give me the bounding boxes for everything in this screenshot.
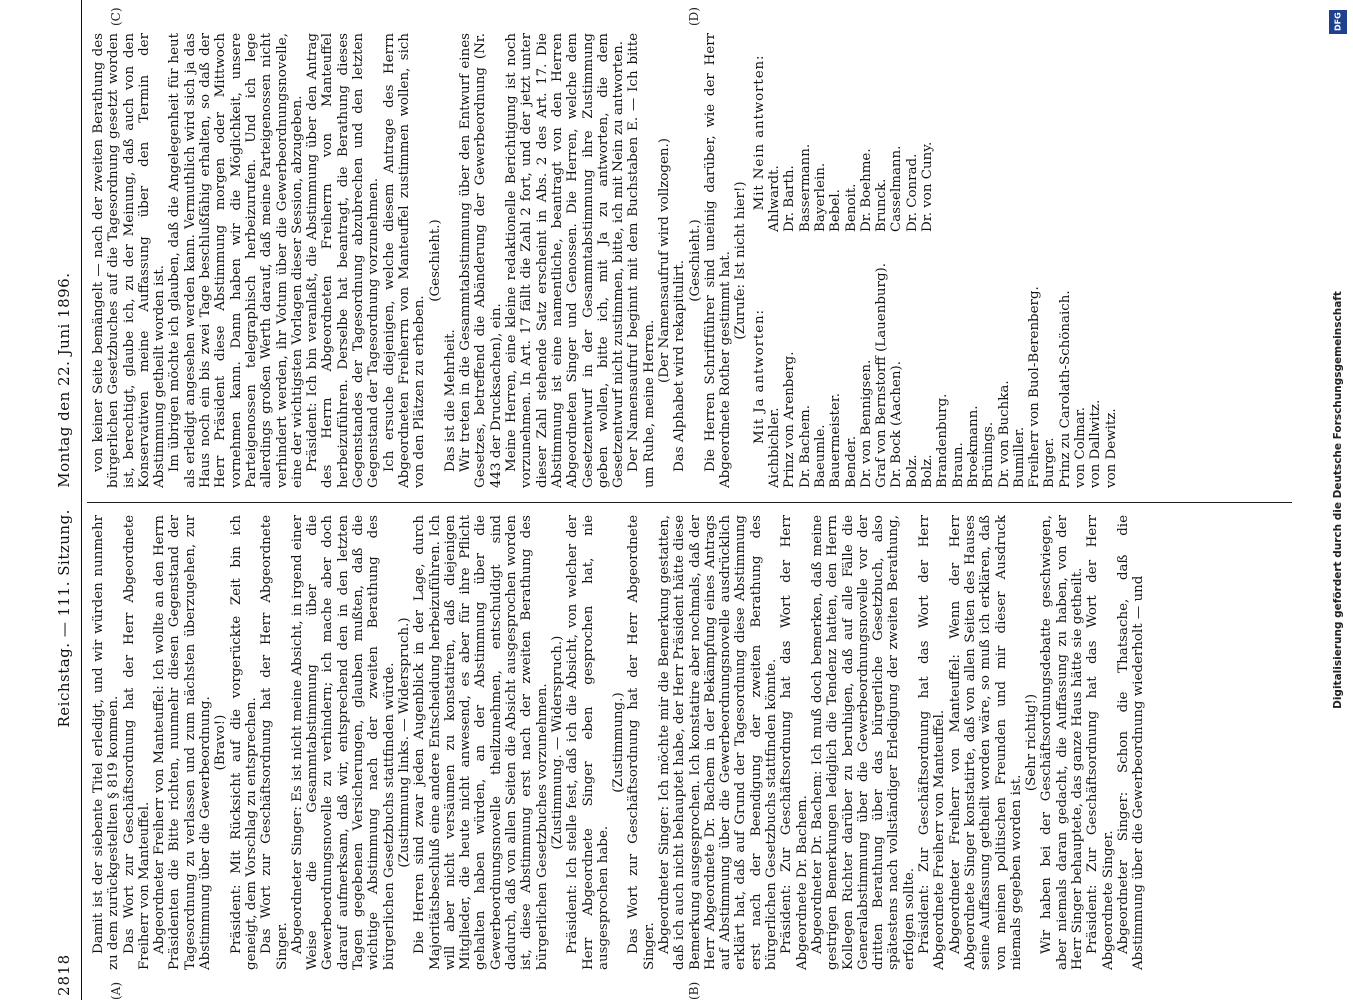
- voter-name: von Colmar.: [1072, 407, 1088, 488]
- paragraph: Die Herren Schriftführer sind uneinig darüber, wie der Herr Abgeordnete Rother gestimmt hat.: [702, 33, 733, 488]
- digitization-stamp: [1327, 10, 1349, 990]
- voter-name: von Dewitz.: [1103, 408, 1119, 488]
- no-vote-heading: Mit Nein antworten:: [751, 54, 767, 211]
- voter-name: Bumiller.: [1011, 426, 1027, 488]
- paragraph: Wir haben bei der Geschäftsordnungsdebatte geschwiegen, aber niemals daran gedacht, die Auffassung zu haben, von der Herr Singer behauptete, das ganze Haus hätte sie getheilt.: [1038, 515, 1085, 970]
- paragraph: Abgeordneter Dr. Bachem: Ich muß doch bemerken, daß meine gestrigen Bemerkungen lediglich die Tendenz hatten, den Herrn Kollegen Richter darüber zu beruhigen, daß auf alle Fälle die Generalabstimmung über die Gewerbeordnungsnovelle vor der dritten Berathung über das bürgerliche Gesetzbuch, also spätestens nach vollständiger Erledigung der zweiten Berathung, erfolgen sollte.: [809, 515, 917, 970]
- page-number: 2818: [54, 953, 73, 996]
- interjection: (Zustimmung links. — Widerspruch.): [396, 617, 412, 868]
- voter-name: Prinz zu Carolath-Schönaich.: [1057, 290, 1073, 488]
- margin-marker-a: (A): [108, 981, 123, 1000]
- paragraph: Das Alphabet wird rekapitulirt.: [671, 260, 687, 472]
- right-running-title: Montag den 22. Juni 1896.: [54, 272, 73, 488]
- paragraph: Meine Herren, eine kleine redaktionelle Berichtigung ist noch vorzunehmen. In Art. 17 fällt die Zahl 2 fort, und der jetzt unter dieser Zahl stehende Satz erscheint in Abs. 2 des Art. 17. Die Abstimmung ist eine namentliche, beantragt von den Herren Abgeordneten Singer und Genossen. Die Herren, welche dem Gesetzentwurf in der Gesammtabstimmung ihre Zustimmung geben wollen, bitte ich, mit Ja zu antworten, die dem Gesetzentwurf nicht zustimmen, bitte, ich mit Nein zu antworten.: [503, 33, 626, 488]
- margin-marker-b: (B): [686, 981, 701, 1000]
- column-divider: [87, 502, 1292, 503]
- interjection: (Sehr richtig!): [1023, 693, 1039, 792]
- paragraph: Wir treten in die Gesammtabstimmung über den Entwurf eines Gesetzes, betreffend die Abänderung der Gewerbeordnung (Nr. 443 der Drucksachen), ein.: [457, 33, 504, 488]
- yes-vote-list: [748, 265, 1118, 488]
- interjection: (Der Namensaufruf wird vollzogen.): [656, 137, 672, 384]
- paragraph: Abgeordneter Singer: Schon die Thatsache, daß die Abstimmung über die Gewerbeordnung wiederholt — und: [1115, 515, 1146, 970]
- voter-name: Dr. Boehme.: [858, 148, 874, 232]
- voter-name: Bauermeister.: [827, 392, 843, 488]
- paragraph: Ich ersuche diejenigen, welche diesem Antrage des Herrn Abgeordneten Freiherrn von Manteuffel zustimmen wollen, sich von den Plätzen zu erheben.: [381, 33, 427, 488]
- paragraph: Abgeordneter Freiherr von Manteuffel: Ich wollte an den Herrn Präsidenten die Bitte richten, nunmehr diesen Gegenstand der Tagesordnung zu verlassen und zum nächsten überzugehen, zur Abstimmung über die Gewerbeordnung.: [151, 515, 213, 970]
- paragraph: Abgeordneter Singer: Es ist nicht meine Absicht, in irgend einer Weise die Gesammtabstimmung über die Gewerbeordnungsnovelle zu verhindern; ich mache aber doch darauf aufmerksam, daß wir, entsprechend den in den letzten Tagen gegebenen Versicherungen, glauben mußten, daß die wichtige Abstimmung nach der zweiten Berathung des bürgerlichen Gesetzbuchs stattfinden würde.: [289, 515, 397, 970]
- voter-name: Dr. Bachem.: [797, 404, 813, 488]
- voter-name: Braun.: [950, 442, 966, 488]
- voter-name: Graf von Bernstorff (Lauenburg).: [873, 263, 889, 488]
- paragraph: Das ist die Mehrheit.: [442, 329, 458, 472]
- paragraph: Abgeordneter Freiherr von Manteuffel: Wenn der Herr Abgeordnete Singer konstatirte, daß von allen Seiten des Hauses seine Auffassung getheilt worden wäre, so muß ich erklären, daß von meinen politischen Freunden und mir dieser Ausdruck niemals gegeben worden ist.: [947, 515, 1024, 970]
- paragraph: Präsident: Ich bin veranlaßt, die Abstimmung über den Antrag des Herrn Abgeordneten Freiherrn von Manteuffel herbeizuführen. Derselbe hat beantragt, die Berathung dieses Gegenstandes der Tagesordnung abzubrechen und den letzten Gegenstand der Tagesordnung vorzunehmen.: [304, 33, 381, 488]
- voter-name: Freiherr von Buol-Berenberg.: [1026, 286, 1042, 488]
- voter-name: Bolz.: [919, 454, 935, 488]
- voter-name: Dr. von Cuny.: [919, 141, 935, 232]
- paragraph: Präsident: Zur Geschäftsordnung hat das Wort der Herr Abgeordnete Singer.: [1084, 515, 1116, 970]
- voter-name: Burger.: [1041, 437, 1057, 488]
- voter-name: Dr. Bock (Aachen).: [888, 361, 904, 488]
- paragraph: Der Namensaufruf beginnt mit dem Buchstaben E. — Ich bitte um Ruhe, meine Herren.: [625, 33, 657, 488]
- voter-name: Aichbichler.: [766, 407, 782, 488]
- interjection: (Geschieht.): [687, 219, 703, 302]
- page-header: [47, 0, 82, 1000]
- margin-marker-d: (D): [686, 7, 701, 26]
- vote-lists: [748, 33, 1118, 488]
- voter-name: Baeumle.: [812, 424, 828, 488]
- voter-name: Dr. Conrad.: [904, 153, 920, 232]
- paragraph: Präsident: Mit Rücksicht auf die vorgerückte Zeit bin ich geneigt, dem Vorschlag zu entsprechen.: [228, 515, 259, 970]
- paragraph: Abgeordneter Singer: Ich möchte mir die Bemerkung gestatten, daß ich auch nicht behauptet habe, der Herr Präsident hätte diese Bemerkung ausgesprochen. Ich konstatire aber nochmals, daß der Herr Abgeordnete Dr. Bachem in der Bekämpfung eines Antrags auf Abstimmung über die Gewerbeordnungsnovelle ausdrücklich erklärt hat, daß auf Grund der Tagesordnung diese Abstimmung erst nach der Beendigung der zweiten Berathung des bürgerlichen Gesetzbuchs stattfinden könnte.: [656, 515, 779, 970]
- paragraph: Im übrigen möchte ich glauben, daß die Angelegenheit für heut als erledigt angesehen werden kann. Vermuthlich wird sich ja das Haus noch ein bis zwei Tage beschlußfähig erhalten, so daß der Herr Präsident diese Abstimmung morgen oder Mittwoch vornehmen kann. Dann haben wir die Möglichkeit, unsere Parteigenossen telegraphisch herbeizurufen. Und ich lege allerdings großen Werth darauf, daß meine Parteigenossen nicht verhindert werden, ihr Votum über die Gewerbeordnungsnovelle, eine der wichtigsten Vorlagen dieser Session, abzugeben.: [166, 33, 305, 488]
- paragraph: Präsident: Zur Geschäftsordnung hat das Wort der Herr Abgeordnete Freiherr von Manteuffel.: [916, 515, 947, 970]
- paragraph: Die Herren sind zwar jeden Augenblick in der Lage, durch Majoritätsbeschluß eine andere Entscheidung herbeizuführen. Ich will aber nicht versäumen zu konstatiren, daß diejenigen Mitglieder, die heute nicht anwesend, es aber für ihre Pflicht gehalten haben würden, an der Abstimmung über die Gewerbeordnungsnovelle theilzunehmen, entschuldigt sind dadurch, daß von allen Seiten die Absicht ausgesprochen worden ist, diese Abstimmung erst nach der zweiten Berathung des bürgerlichen Gesetzbuches vorzunehmen.: [411, 515, 550, 970]
- paragraph: Damit ist der siebente Titel erledigt, und wir würden nunmehr zu dem zurückgestellten § 819 kommen.: [90, 515, 121, 970]
- interjection: (Zustimmung. — Widerspruch.): [549, 635, 565, 850]
- left-column: [91, 515, 1291, 970]
- yes-vote-heading: Mit Ja antworten:: [751, 309, 767, 444]
- paragraph: Das Wort zur Geschäftsordnung hat der Herr Abgeordnete Freiherr von Manteuffel.: [121, 515, 152, 970]
- voter-name: Bebel.: [827, 189, 843, 232]
- right-column: [91, 33, 1291, 488]
- voter-name: Dr. Barth.: [781, 165, 797, 232]
- voter-name: Ahlwardt.: [766, 165, 782, 232]
- voter-name: Dr. von Buchka.: [996, 380, 1012, 488]
- paragraph: Präsident: Zur Geschäftsordnung hat das Wort der Herr Abgeordnete Dr. Bachem.: [778, 515, 810, 970]
- voter-name: Bolz.: [904, 454, 920, 488]
- voter-name: Casselmann.: [888, 145, 904, 232]
- interjection: (Zustimmung.): [610, 692, 626, 793]
- voter-name: Bender.: [843, 435, 859, 488]
- voter-name: Benoit.: [843, 183, 859, 232]
- no-vote-list: [748, 33, 1118, 256]
- voter-name: Brunck.: [873, 178, 889, 232]
- paragraph: von keiner Seite bemängelt — nach der zweiten Berathung des bürgerlichen Gesetzbuches auf die Tagesordnung gesetzt worden ist, berechtigt, glaube ich, zu der Meinung, daß auch von den Konservativen meine Auffassung über den Termin der Abstimmung getheilt worden ist.: [90, 33, 167, 488]
- voter-name: Prinz von Arenberg.: [781, 351, 797, 488]
- paragraph: Präsident: Ich stelle fest, daß ich die Absicht, von welcher der Herr Abgeordnete Singer eben gesprochen hat, nie ausgesprochen habe.: [564, 515, 611, 970]
- voter-name: Brünings.: [980, 421, 996, 488]
- paragraph: Das Wort zur Geschäftsordnung hat der Herr Abgeordnete Singer.: [258, 515, 290, 970]
- paragraph: Das Wort zur Geschäftsordnung hat der Herr Abgeordnete Singer.: [625, 515, 657, 970]
- voter-name: Bassermann.: [797, 143, 813, 232]
- voter-name: Broekmann.: [965, 405, 981, 488]
- newspaper-page: [47, 0, 1307, 1000]
- left-running-title: Reichstag. — 111. Sitzung.: [54, 509, 73, 728]
- interjection: (Geschieht.): [427, 219, 443, 302]
- interjection: (Bravo!): [212, 714, 228, 771]
- running-head: [55, 0, 73, 1000]
- voter-name: Bayerlein.: [812, 162, 828, 232]
- digitization-note: Digitalisierung gefördert durch die Deutsche Forschungsgemeinschaft: [1332, 291, 1344, 709]
- interjection: (Zurufe: Ist nicht hier!): [732, 181, 748, 340]
- voter-name: von Dallwitz.: [1087, 399, 1103, 488]
- margin-marker-c: (C): [108, 7, 123, 26]
- voter-name: Brandenburg.: [934, 393, 950, 488]
- voter-name: Dr. von Bennigsen.: [858, 359, 874, 488]
- dfg-logo: DFG: [1329, 10, 1347, 34]
